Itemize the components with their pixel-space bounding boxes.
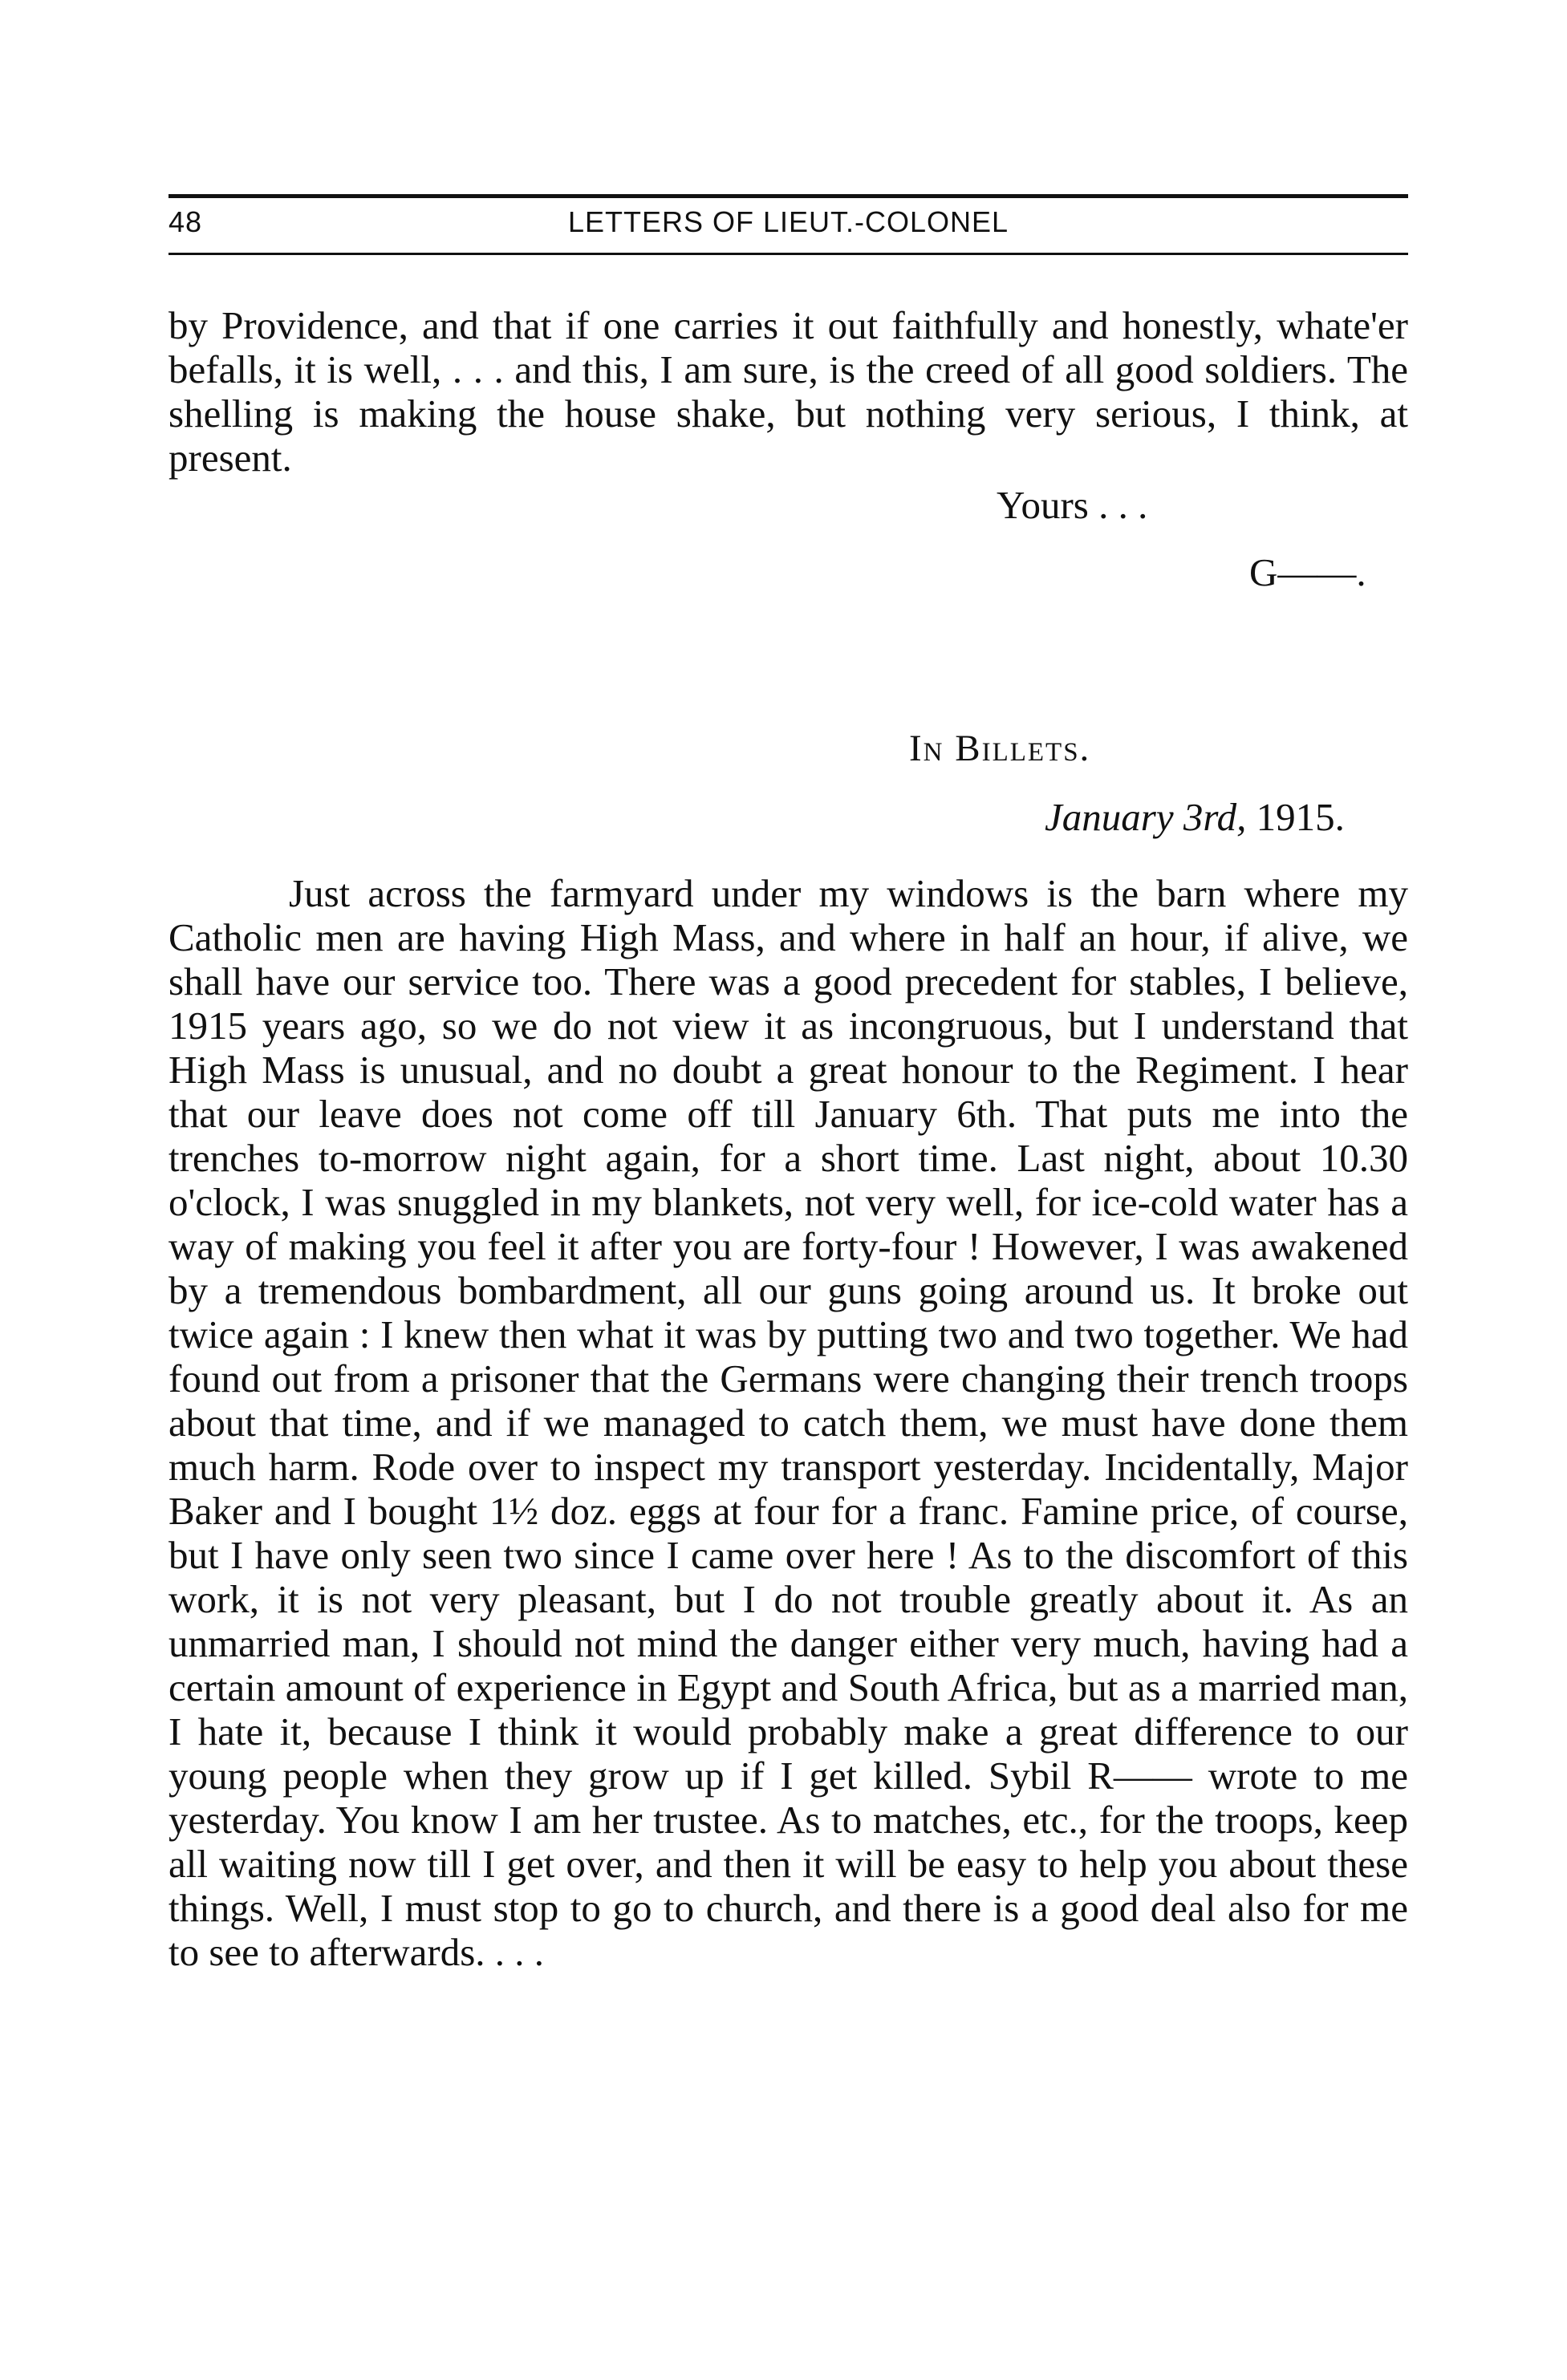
header-bottom-rule <box>168 253 1408 255</box>
letter-closing: Yours . . . <box>997 483 1148 527</box>
letter-date-month: January 3rd, <box>1045 795 1247 839</box>
letter-closing-paragraph: by Providence, and that if one carries it out faithfully and honestly, whate'er befalls, it is well, . . . and this, I am sure, is the creed of all good soldiers. The shelling is making the house shake, but nothing very serious, I think, at present. <box>168 303 1408 480</box>
letter-date-year: 1915. <box>1256 795 1345 839</box>
letter-body-paragraph: Just across the farmyard under my windows is the barn where my Catholic men are having High Mass, and where in half an hour, if alive, we shall have our service too. There was a good precedent for stables, I believe, 1915 years ago, so we do not view it as incongruous, but I understand that High Mass is unusual, and no doubt a great honour to the Regiment. I hear that our leave does not come off till January 6th. That puts me into the trenches to-morrow night again, for a short time. Last night, about 10.30 o'clock, I was snuggled in my blankets, not very well, for ice-cold water has a way of making you feel it after you are forty-four ! However, I was awakened by a tremendous bombardment, all our guns going around us. It broke out twice again : I knew then what it was by putting two and two together. We had found out from a prisoner that the Germans were changing their trench troops about that time, and if we managed to catch them, we must have done them much harm. Rode over to inspect my transport yesterday. Incidentally, Major Baker and I bought 1½ doz. eggs at four for a franc. Famine price, of course, but I have only seen two since I came over here ! As to the discomfort of this work, it is not very pleasant, but I do not trouble greatly about it. As an unmarried man, I should not mind the danger either very much, having had a certain amount of experience in Egypt and South Africa, but as a married man, I hate it, because I think it would probably make a great difference to our young people when they grow up if I get killed. Sybil R—— wrote to me yesterday. You know I am her trustee. As to matches, etc., for the troops, keep all waiting now till I get over, and then it will be easy to help you about these things. Well, I must stop to go to church, and there is a good deal also for me to see to afterwards. . . . <box>168 871 1408 1974</box>
letter-place-heading: In Billets. <box>909 728 1091 769</box>
running-header <box>168 202 1408 247</box>
letter-signature: G——. <box>1249 550 1366 594</box>
page-number: 48 <box>168 205 203 238</box>
letter-date-heading <box>1045 794 1345 840</box>
running-title: LETTERS OF LIEUT.-COLONEL <box>567 205 1009 238</box>
header-top-rule <box>168 194 1408 198</box>
